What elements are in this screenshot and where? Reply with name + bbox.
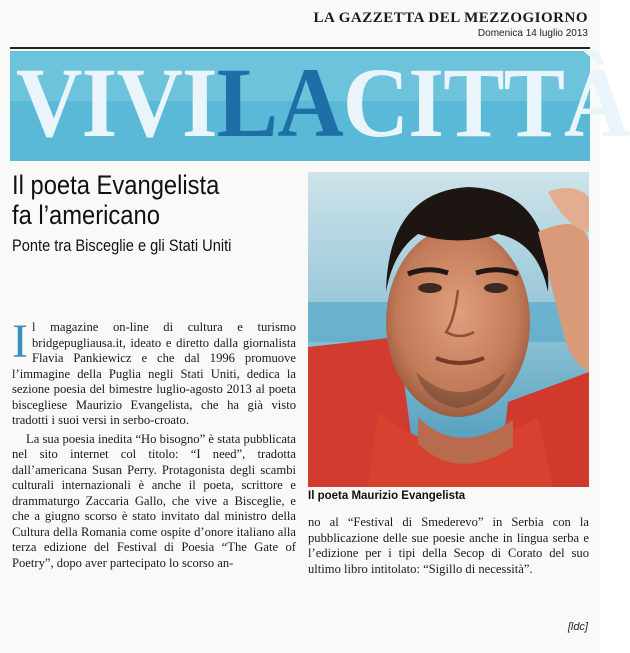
section-title-word-1: VIVI	[16, 47, 217, 158]
paragraph-1-text: l magazine on-line di cultura e turismo bridgepugliausa.it, ideato e diretto dalla giornalista Flavia Pankiewicz e che dal 1996 promuove l’immagine della Puglia negli Stati Uniti, dedica la sezione poesia del bimestre luglio-agosto 2013 al poeta biscegliese Maurizio Evangelista, che ha già visto tradotti i suoi versi in serbo-croato.	[12, 320, 296, 427]
headline-line-2: fa l’americano	[12, 200, 160, 230]
newspaper-name: LA GAZZETTA DEL MEZZOGIORNO	[313, 10, 588, 26]
portrait-photo	[308, 172, 589, 487]
section-banner	[10, 47, 630, 161]
publication-date: Domenica 14 luglio 2013	[477, 28, 588, 39]
article-column-left	[12, 315, 296, 574]
article-paragraph-1	[12, 315, 296, 429]
section-title-word-2: LA	[216, 47, 343, 158]
article-paragraph-2: La sua poesia inedita “Ho bisogno” è stata pubblicata nel sito internet col titolo: “I need”, tradotta dall’americana Susan Perry. Protagonista degli scambi culturali internazionali è anche il poeta, scrittore e drammaturgo Zaccaria Gallo, che vive a Bisceglie, e che a giugno scorso è stato invitato dal ministro della Cultura della Romania come ospite d’onore italiano alla terza edizione del Festival di Poesia “The Gate of Poetry”, dopo aver partecipato lo scorso an-	[12, 431, 296, 570]
headline-line-1: Il poeta Evangelista	[12, 170, 220, 200]
masthead	[313, 10, 588, 39]
article-headline	[12, 170, 302, 230]
drop-cap: I	[12, 315, 28, 368]
article-subhead: Ponte tra Bisceglie e gli Stati Uniti	[12, 236, 232, 255]
photo-caption: Il poeta Maurizio Evangelista	[308, 490, 466, 502]
author-signature: [ldc]	[567, 621, 588, 633]
article-column-right	[308, 515, 589, 577]
portrait-photo-image	[308, 172, 589, 487]
section-title-word-3: CITTÀ	[342, 47, 630, 158]
article-paragraph-3: no al “Festival di Smederevo” in Serbia con la pubblicazione delle sue poesie anche in lingua serba e l’edizione per i tipi della Secop di Corato del suo ultimo libro intitolato: “Sigillo di necessità”.	[308, 515, 589, 576]
section-title	[16, 47, 630, 158]
